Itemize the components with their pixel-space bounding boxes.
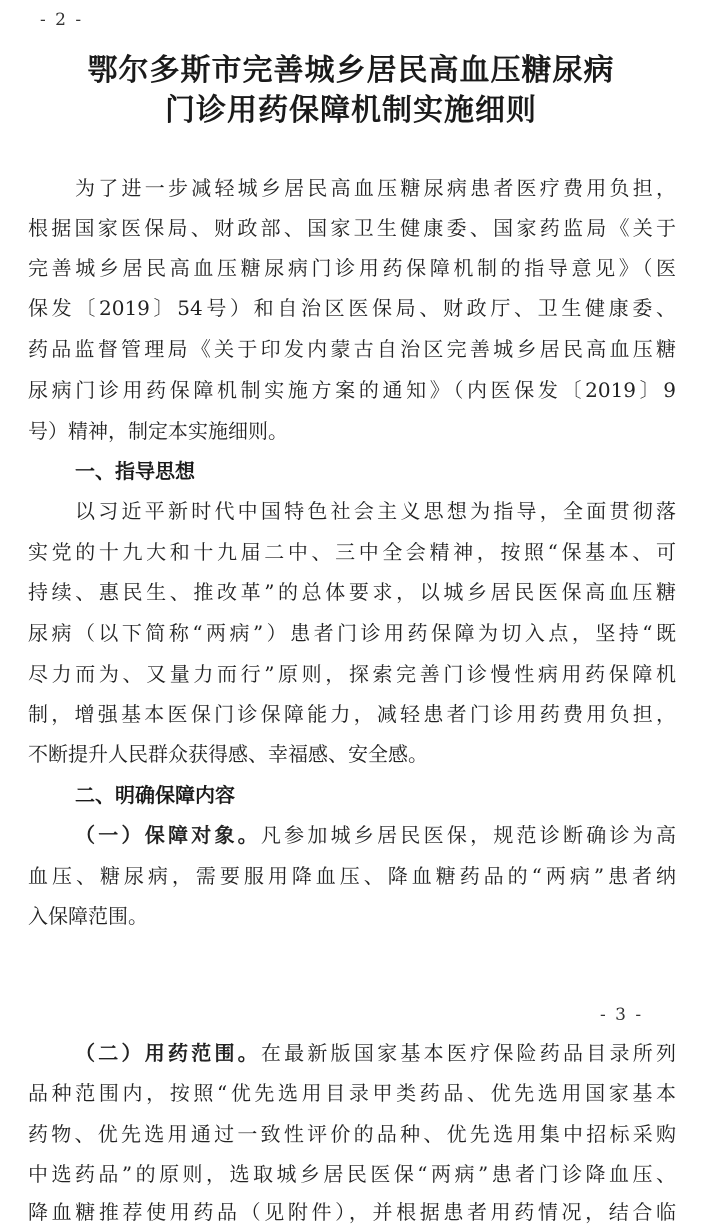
section1-line: 尿病（以下简称“两病”）患者门诊用药保障为切入点，坚持“既 [28, 621, 676, 645]
section-heading-coverage-content: 二、明确保障内容 [75, 783, 235, 807]
section1-line: 以习近平新时代中国特色社会主义思想为指导，全面贯彻落 [75, 499, 676, 523]
item2-line: 中选药品”的原则，选取城乡居民医保“两病”患者门诊降血压、 [28, 1162, 676, 1186]
intro-line: 保发〔2019〕54号）和自治区医保局、财政厅、卫生健康委、 [28, 296, 676, 320]
section1-line: 尽力而为、又量力而行”原则，探索完善门诊慢性病用药保障机 [28, 662, 676, 686]
section1-line: 持续、惠民生、推改革”的总体要求，以城乡居民医保高血压糖 [28, 580, 676, 604]
intro-line: 完善城乡居民高血压糖尿病门诊用药保障机制的指导意见》（医 [28, 256, 676, 280]
intro-line: 尿病门诊用药保障机制实施方案的通知》（内医保发〔2019〕9 [28, 378, 676, 402]
item1-line: 入保障范围。 [28, 904, 148, 928]
section1-line: 制，增强基本医保门诊保障能力，减轻患者门诊用药费用负担， [28, 702, 676, 726]
item2-line: 品种范围内，按照“优先选用目录甲类药品、优先选用国家基本 [28, 1081, 676, 1105]
section1-line: 不断提升人民群众获得感、幸福感、安全感。 [28, 742, 428, 766]
item1-line: 血压、糖尿病，需要服用降血压、降血糖药品的“两病”患者纳 [28, 864, 676, 888]
intro-line: 根据国家医保局、财政部、国家卫生健康委、国家药监局《关于 [28, 216, 676, 240]
item1-first-line [75, 821, 676, 849]
document-title-line-2: 门诊用药保障机制实施细则 [165, 93, 537, 128]
page-number-top: - 2 - [40, 10, 84, 30]
page-number-middle: - 3 - [600, 1005, 644, 1025]
intro-line: 为了进一步减轻城乡居民高血压糖尿病患者医疗费用负担， [75, 176, 676, 200]
document-title-line-1: 鄂尔多斯市完善城乡居民高血压糖尿病 [87, 53, 615, 88]
section-heading-guiding-ideology: 一、指导思想 [75, 459, 195, 483]
item1-label: （一）保障对象。 [75, 823, 261, 847]
intro-line: 号）精神，制定本实施细则。 [28, 419, 288, 443]
section1-line: 实党的十九大和十九届二中、三中全会精神，按照“保基本、可 [28, 540, 676, 564]
item2-first-rest: 在最新版国家基本医疗保险药品目录所列 [260, 1041, 677, 1065]
intro-line: 药品监督管理局《关于印发内蒙古自治区完善城乡居民高血压糖 [28, 337, 676, 361]
item1-first-rest: 凡参加城乡居民医保，规范诊断确诊为高 [260, 823, 677, 847]
item2-label: （二）用药范围。 [75, 1041, 261, 1065]
item2-line: 药物、优先选用通过一致性评价的品种、优先选用集中招标采购 [28, 1122, 676, 1146]
item2-first-line [75, 1039, 676, 1067]
item2-line: 降血糖推荐使用药品（见附件），并根据患者用药情况，结合临 [28, 1200, 676, 1224]
